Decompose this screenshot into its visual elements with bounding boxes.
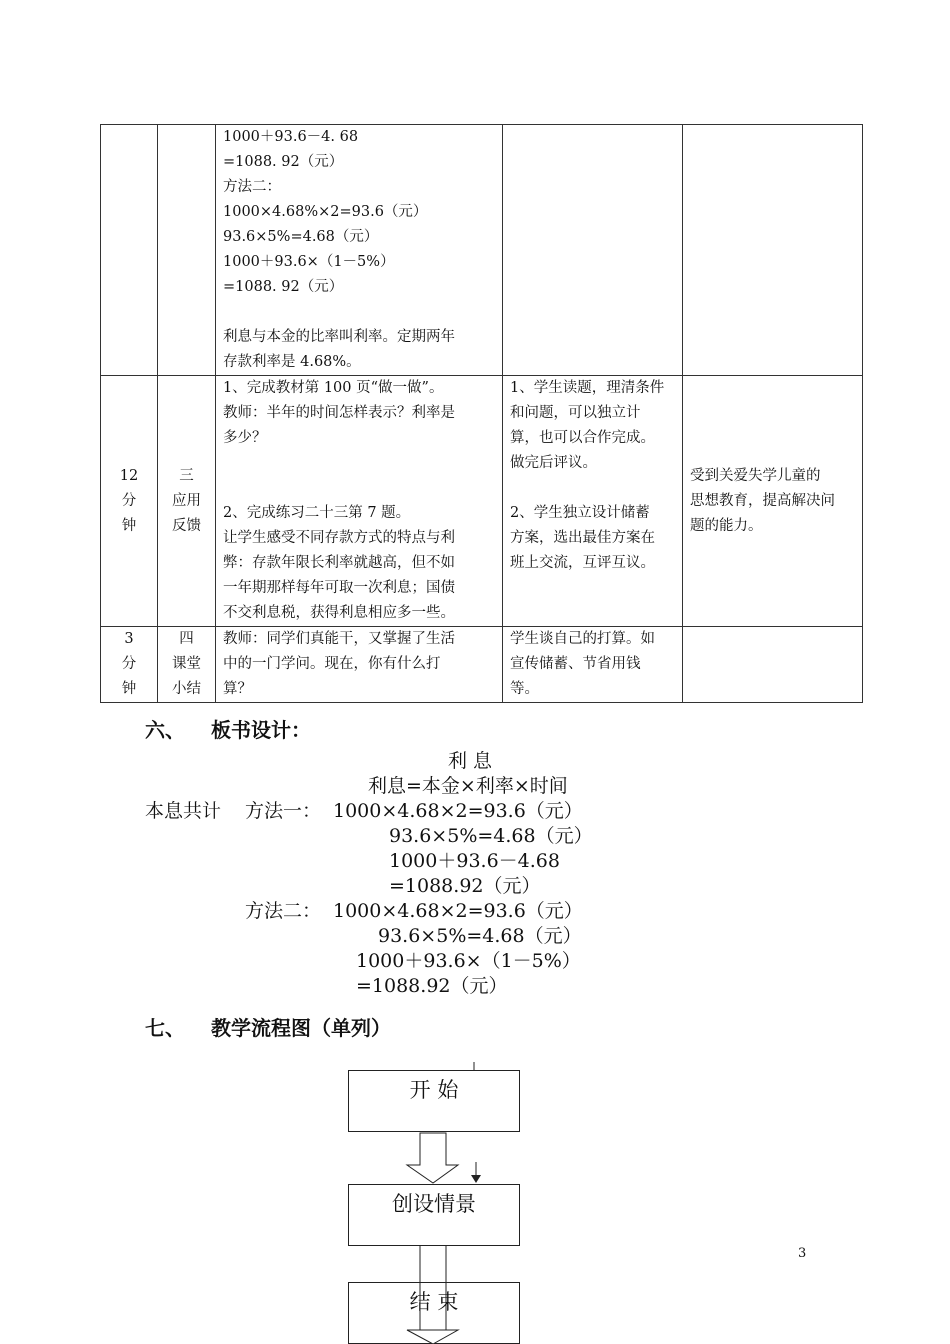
board-title: 利 息 (448, 750, 493, 772)
section-title-text: 教学流程图（单列） (211, 1016, 391, 1040)
board-line: =1088.92（元） (389, 875, 541, 897)
board-total-label: 本息共计 (145, 800, 222, 822)
student-line: 做完后评议。 (510, 455, 597, 471)
content-line: 1000＋93.6－4. 68 (223, 129, 359, 145)
student-line: 1、学生读题，理清条件 (510, 380, 665, 396)
board-formula: 利息=本金×利率×时间 (368, 775, 568, 797)
student-line: 班上交流，互评互议。 (510, 555, 655, 571)
board-line: 1000＋93.6×（1－5%） (356, 950, 581, 972)
flow-arrow-down (407, 1330, 458, 1344)
board-line: 1000＋93.6－4.68 (389, 850, 560, 872)
stage-text: 四 (179, 631, 194, 647)
board-line: 1000×4.68×2=93.6（元） (333, 800, 583, 822)
flow-box-label: 开 始 (409, 1078, 459, 1102)
flow-box-label: 结 束 (409, 1290, 459, 1314)
section-number: 七、 (145, 1016, 185, 1040)
content-line: 中的一门学问。现在，你有什么打 (223, 656, 441, 672)
time-text: 分 (121, 656, 137, 672)
content-line: 方法二： (223, 179, 281, 195)
content-line: =1088. 92（元） (223, 154, 344, 170)
student-line: 和问题，可以独立计 (510, 405, 641, 421)
content-line: 93.6×5%=4.68（元） (223, 229, 379, 245)
student-line: 算，也可以合作完成。 (510, 430, 655, 446)
section-title-text: 板书设计： (211, 718, 311, 742)
student-line: 学生谈自己的打算。如 (510, 631, 655, 647)
content-line: 算？ (223, 681, 252, 697)
content-line: =1088. 92（元） (223, 279, 344, 295)
board-line: 1000×4.68×2=93.6（元） (333, 900, 583, 922)
student-line: 宣传储蓄、节省用钱 (510, 656, 641, 672)
time-text: 3 (124, 631, 134, 647)
stage-text: 应用 (172, 492, 201, 509)
content-line: 让学生感受不同存款方式的特点与利 (223, 530, 455, 546)
section-number: 六、 (145, 718, 185, 742)
stage-text: 三 (179, 467, 194, 484)
content-line: 2、完成练习二十三第 7 题。 (223, 505, 411, 521)
content-line: 1000＋93.6×（1－5%） (223, 254, 395, 270)
student-line: 等。 (510, 681, 539, 697)
time-text: 钟 (121, 517, 137, 534)
board-method-label: 方法一： (245, 800, 322, 822)
content-line: 存款利率是 4.68%。 (223, 354, 361, 370)
stage-text: 小结 (172, 681, 201, 697)
time-text: 钟 (121, 681, 137, 697)
content-line: 利息与本金的比率叫利率。定期两年 (223, 329, 455, 345)
time-text: 12 (119, 467, 139, 484)
student-line: 2、学生独立设计储蓄 (510, 505, 650, 521)
time-text: 分 (121, 492, 137, 509)
content-line: 不交利息税，获得利息相应多一些。 (223, 605, 455, 621)
board-line: 93.6×5%=4.68（元） (378, 925, 582, 947)
goal-line: 题的能力。 (690, 517, 763, 534)
content-line: 1、完成教材第 100 页“做一做”。 (223, 380, 444, 396)
stage-text: 反馈 (172, 517, 201, 534)
page-number: 3 (798, 1246, 807, 1261)
student-line: 方案，选出最佳方案在 (510, 530, 655, 546)
board-line: 93.6×5%=4.68（元） (389, 825, 593, 847)
content-line: 1000×4.68%×2=93.6（元） (223, 204, 428, 220)
goal-line: 思想教育，提高解决问 (690, 492, 835, 509)
board-method-label: 方法二： (245, 900, 322, 922)
content-line: 一年期那样每年可取一次利息；国债 (223, 580, 455, 596)
content-line: 弊：存款年限长利率就越高，但不如 (223, 555, 455, 571)
content-line: 多少？ (223, 430, 267, 446)
board-line: =1088.92（元） (356, 975, 508, 997)
stage-text: 课堂 (172, 656, 201, 672)
content-line: 教师：半年的时间怎样表示？利率是 (223, 405, 455, 421)
goal-line: 受到关爱失学儿童的 (690, 467, 821, 484)
content-line: 教师：同学们真能干，又掌握了生活 (223, 631, 455, 647)
flow-box-label: 创设情景 (392, 1192, 476, 1216)
